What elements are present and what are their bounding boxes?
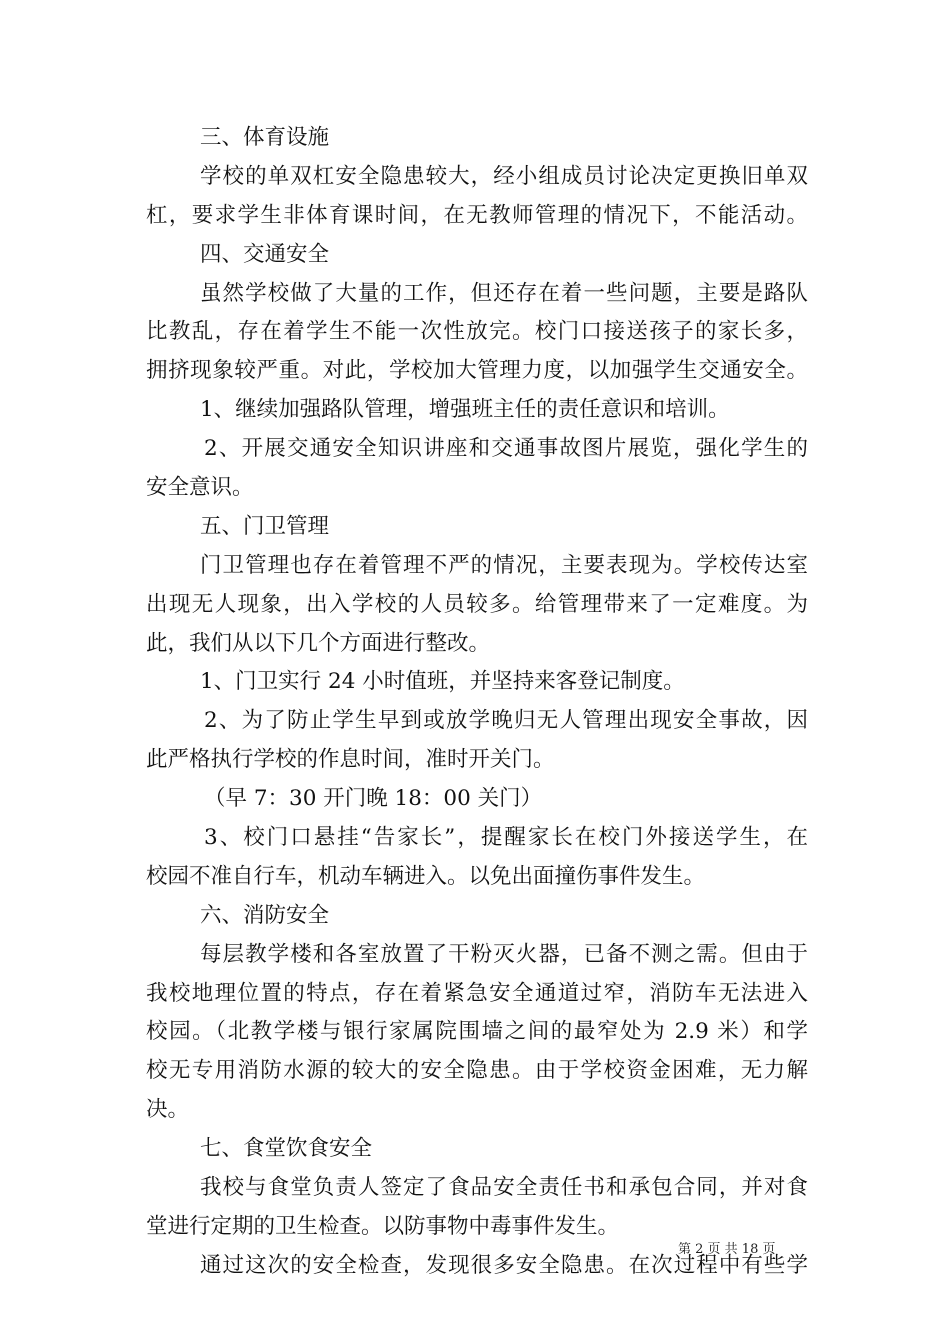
page-number-footer: 第 2 页 共 18 页	[678, 1242, 776, 1257]
paragraph-line: 校园。（北教学楼与银行家属院围墙之间的最窄处为 2.9 米）和学	[146, 1019, 808, 1045]
paragraph-line: 虽然学校做了大量的工作，但还存在着一些问题，主要是路队	[200, 280, 808, 306]
section-heading-fire: 六、消防安全	[200, 902, 330, 928]
paragraph-line: 我校地理位置的特点，存在着紧急安全通道过窄，消防车无法进入	[146, 980, 808, 1006]
paragraph-line: 校无专用消防水源的较大的安全隐患。由于学校资金困难，无力解	[146, 1058, 808, 1084]
list-item: 1、继续加强路队管理，增强班主任的责任意识和培训。	[200, 397, 730, 423]
section-heading-traffic: 四、交通安全	[200, 241, 330, 267]
paragraph-line: 我校与食堂负责人签定了食品安全责任书和承包合同，并对食	[200, 1175, 808, 1201]
list-item: 2、为了防止学生早到或放学晚归无人管理出现安全事故，因	[204, 708, 808, 734]
list-item: 1、门卫实行 24 小时值班，并坚持来客登记制度。	[200, 669, 685, 695]
paragraph-line: 每层教学楼和各室放置了干粉灭火器，已备不测之需。但由于	[200, 941, 808, 967]
paragraph-line: 此严格执行学校的作息时间，准时开关门。	[146, 747, 555, 773]
paragraph-line: 杠，要求学生非体育课时间，在无教师管理的情况下，不能活动。	[146, 202, 808, 228]
paragraph-line: 比教乱，存在着学生不能一次性放完。校门口接送孩子的家长多，	[146, 319, 808, 345]
paragraph-line: 堂进行定期的卫生检查。以防事物中毒事件发生。	[146, 1213, 620, 1239]
list-item: 3、校门口悬挂“告家长”，提醒家长在校门外接送学生，在	[204, 825, 808, 851]
paragraph-line: 出现无人现象，出入学校的人员较多。给管理带来了一定难度。为	[146, 591, 808, 617]
section-heading-canteen: 七、食堂饮食安全	[200, 1136, 373, 1162]
paragraph-line: 通过这次的安全检查，发现很多安全隐患。在次过程中有些学	[200, 1252, 808, 1278]
paragraph-line: 学校的单双杠安全隐患较大，经小组成员讨论决定更换旧单双	[200, 163, 808, 189]
paragraph-line: 校园不准自行车，机动车辆进入。以免出面撞伤事件发生。	[146, 863, 706, 889]
list-item: 2、开展交通安全知识讲座和交通事故图片展览，强化学生的	[204, 436, 808, 462]
section-heading-gate: 五、门卫管理	[200, 513, 330, 539]
paragraph-line: 拥挤现象较严重。对此，学校加大管理力度，以加强学生交通安全。	[146, 358, 808, 384]
schedule-note: （早 7：30 开门晚 18：00 关门）	[204, 786, 543, 812]
paragraph-line: 安全意识。	[146, 475, 254, 501]
paragraph-line: 门卫管理也存在着管理不严的情况，主要表现为。学校传达室	[200, 552, 808, 578]
paragraph-line: 此，我们从以下几个方面进行整改。	[146, 630, 491, 656]
section-heading-sports: 三、体育设施	[200, 125, 330, 150]
paragraph-line: 决。	[146, 1097, 190, 1123]
document-body	[146, 119, 808, 1286]
